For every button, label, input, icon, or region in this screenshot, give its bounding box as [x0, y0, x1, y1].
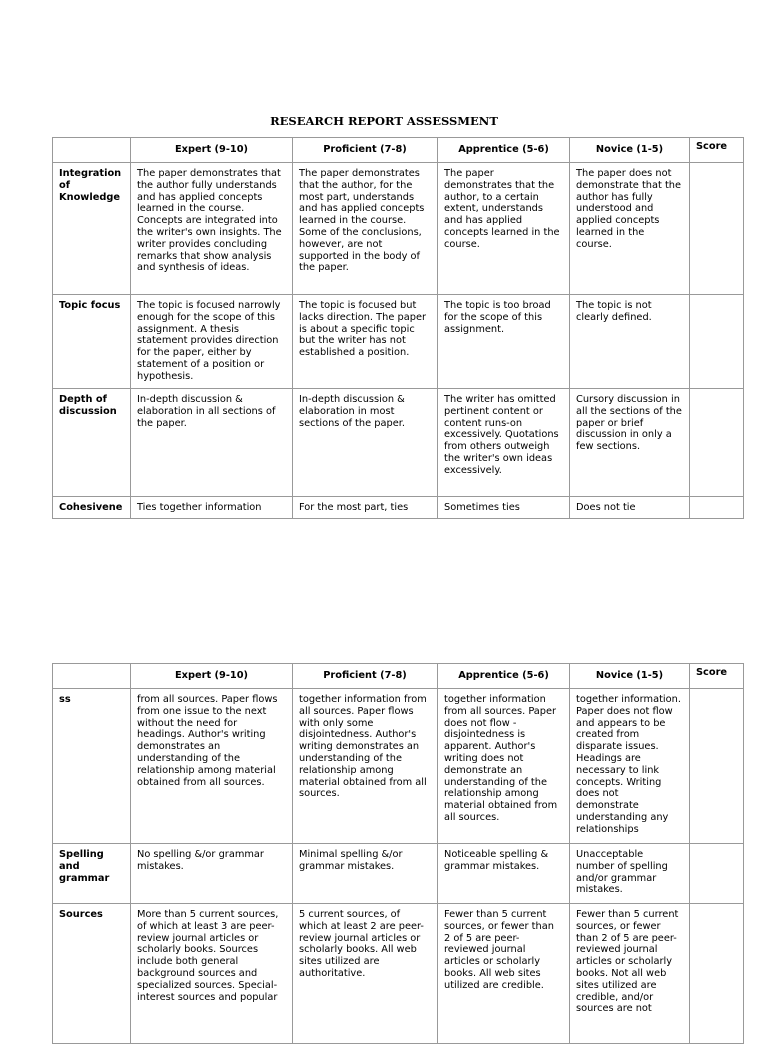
expert-cell: The paper demonstrates that the author fully understands and has applied concepts learned in the course. Concepts are integrated into the writer's own insights. The writer provides concluding remarks that show analysis and synthesis of ideas.	[131, 163, 293, 295]
score-cell	[690, 689, 744, 844]
novice-cell: The topic is not clearly defined.	[570, 295, 690, 389]
apprentice-cell: Noticeable spelling & grammar mistakes.	[438, 844, 570, 904]
criterion-cell: Depth of discussion	[53, 389, 131, 497]
header-expert: Expert (9-10)	[131, 138, 293, 163]
apprentice-cell: Fewer than 5 current sources, or fewer than 2 of 5 are peer-reviewed journal articles or scholarly books. All web sites utilized are credible.	[438, 904, 570, 1044]
header-apprentice: Apprentice (5-6)	[438, 664, 570, 689]
criterion-cell: Cohesivene	[53, 497, 131, 519]
header-proficient: Proficient (7-8)	[293, 138, 438, 163]
apprentice-cell: The topic is too broad for the scope of this assignment.	[438, 295, 570, 389]
proficient-cell: In-depth discussion & elaboration in most sections of the paper.	[293, 389, 438, 497]
novice-cell: The paper does not demonstrate that the author has fully understood and applied concepts learned in the course.	[570, 163, 690, 295]
score-cell	[690, 497, 744, 519]
header-score: Score	[690, 138, 744, 163]
criterion-cell: Topic focus	[53, 295, 131, 389]
apprentice-cell: The paper demonstrates that the author, to a certain extent, understands and has applied concepts learned in the course.	[438, 163, 570, 295]
criterion-cell: Integration of Knowledge	[53, 163, 131, 295]
novice-cell: Cursory discussion in all the sections of the paper or brief discussion in only a few sections.	[570, 389, 690, 497]
expert-cell: No spelling &/or grammar mistakes.	[131, 844, 293, 904]
score-cell	[690, 389, 744, 497]
rubric-table-2	[52, 663, 744, 1044]
table-row	[53, 904, 744, 1044]
document-title: RESEARCH REPORT ASSESSMENT	[270, 114, 498, 128]
header-blank	[53, 138, 131, 163]
novice-cell: Does not tie	[570, 497, 690, 519]
table-row	[53, 295, 744, 389]
score-cell	[690, 904, 744, 1044]
expert-cell: In-depth discussion & elaboration in all sections of the paper.	[131, 389, 293, 497]
header-novice: Novice (1-5)	[570, 664, 690, 689]
header-apprentice: Apprentice (5-6)	[438, 138, 570, 163]
header-row	[53, 138, 744, 163]
criterion-cell: ss	[53, 689, 131, 844]
header-row	[53, 664, 744, 689]
table-row	[53, 689, 744, 844]
expert-cell: More than 5 current sources, of which at least 3 are peer-review journal articles or scholarly books. Sources include both general background sources and specialized sources. Special-interest sources and popular	[131, 904, 293, 1044]
proficient-cell: The topic is focused but lacks direction. The paper is about a specific topic but the writer has not established a position.	[293, 295, 438, 389]
novice-cell: together information. Paper does not flow and appears to be created from disparate issues. Headings are necessary to link concepts. Writing does not demonstrate understanding any relationships	[570, 689, 690, 844]
header-score: Score	[690, 664, 744, 689]
expert-cell: from all sources. Paper flows from one issue to the next without the need for headings. Author's writing demonstrates an understanding of the relationship among material obtained from all sources.	[131, 689, 293, 844]
header-blank	[53, 664, 131, 689]
criterion-cell: Sources	[53, 904, 131, 1044]
header-expert: Expert (9-10)	[131, 664, 293, 689]
proficient-cell: For the most part, ties	[293, 497, 438, 519]
table-row	[53, 844, 744, 904]
apprentice-cell: The writer has omitted pertinent content or content runs-on excessively. Quotations from others outweigh the writer's own ideas excessively.	[438, 389, 570, 497]
header-proficient: Proficient (7-8)	[293, 664, 438, 689]
proficient-cell: Minimal spelling &/or grammar mistakes.	[293, 844, 438, 904]
novice-cell: Fewer than 5 current sources, or fewer than 2 of 5 are peer-reviewed journal articles or scholarly books. Not all web sites utilized are credible, and/or sources are not	[570, 904, 690, 1044]
score-cell	[690, 163, 744, 295]
table-row	[53, 497, 744, 519]
proficient-cell: 5 current sources, of which at least 2 are peer-review journal articles or scholarly books. All web sites utilized are authoritative.	[293, 904, 438, 1044]
apprentice-cell: together information from all sources. Paper does not flow - disjointedness is apparent. Author's writing does not demonstrate an understanding of the relationship among material obtained from all sources.	[438, 689, 570, 844]
table-row	[53, 389, 744, 497]
expert-cell: The topic is focused narrowly enough for the scope of this assignment. A thesis statement provides direction for the paper, either by statement of a position or hypothesis.	[131, 295, 293, 389]
score-cell	[690, 844, 744, 904]
novice-cell: Unacceptable number of spelling and/or grammar mistakes.	[570, 844, 690, 904]
criterion-cell: Spelling and grammar	[53, 844, 131, 904]
header-novice: Novice (1-5)	[570, 138, 690, 163]
expert-cell: Ties together information	[131, 497, 293, 519]
proficient-cell: together information from all sources. Paper flows with only some disjointedness. Author's writing demonstrates an understanding of the relationship among material obtained from all sources.	[293, 689, 438, 844]
score-cell	[690, 295, 744, 389]
rubric-table-1	[52, 137, 744, 519]
apprentice-cell: Sometimes ties	[438, 497, 570, 519]
table-row	[53, 163, 744, 295]
proficient-cell: The paper demonstrates that the author, for the most part, understands and has applied concepts learned in the course. Some of the conclusions, however, are not supported in the body of the paper.	[293, 163, 438, 295]
